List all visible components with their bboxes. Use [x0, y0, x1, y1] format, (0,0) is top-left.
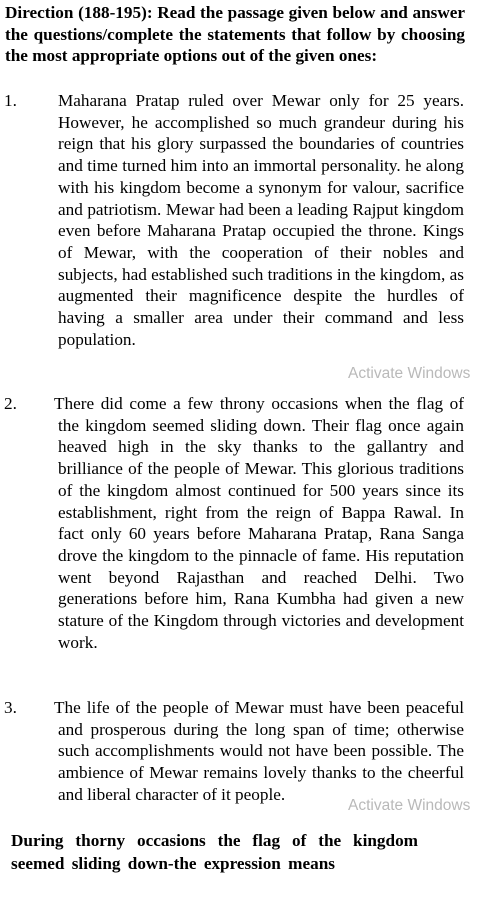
activate-windows-watermark: Activate Windows	[348, 365, 471, 382]
paragraph-number: 2.	[4, 394, 17, 413]
question-text: During thorny occasions the flag of the kingdom seemed sliding down-the expression means	[11, 831, 418, 873]
paragraph-text: The life of the people of Mewar must have been peaceful and prosperous during the long span of time; otherwise such accomplishments would not have been possible. The ambience of Mewar remains lovely thanks to the cheerful and liberal character of it people.	[54, 698, 464, 804]
direction-heading: Direction (188-195): Read the passage given below and answer the questions/complete the statements that follow by choosing the most appropriate options out of the given ones:	[5, 3, 465, 65]
activate-windows-watermark: Activate Windows	[348, 797, 471, 814]
paragraph-number: 1.	[4, 91, 17, 110]
paragraph-text: Maharana Pratap ruled over Mewar only for 25 years. However, he accomplished so much grandeur during his reign that his glory surpassed the boundaries of countries and time turned him into an immortal personality. he along with his kingdom become a synonym for valour, sacrifice and patriotism. Mewar had been a leading Rajput kingdom even before Maharana Pratap occupied the throne. Kings of Mewar, with the cooperation of their nobles and subjects, had established such traditions in the kingdom, as augmented their magnificence despite the hurdles of having a smaller area under their command and less population.	[58, 91, 464, 349]
paragraph-number: 3.	[4, 698, 17, 717]
paragraph-text: There did come a few throny occasions when the flag of the kingdom seemed sliding down. Their flag once again heaved high in the sky thanks to the gallantry and brilliance of the people of Mewar. This glorious traditions of the kingdom almost continued for 500 years since its establishment, right from the reign of Bappa Rawal. In fact only 60 years before Maharana Pratap, Rana Sanga drove the kingdom to the pinnacle of fame. His reputation went beyond Rajasthan and reached Delhi. Two generations before him, Rana Kumbha had given a new stature of the Kingdom through victories and development work.	[54, 394, 464, 652]
